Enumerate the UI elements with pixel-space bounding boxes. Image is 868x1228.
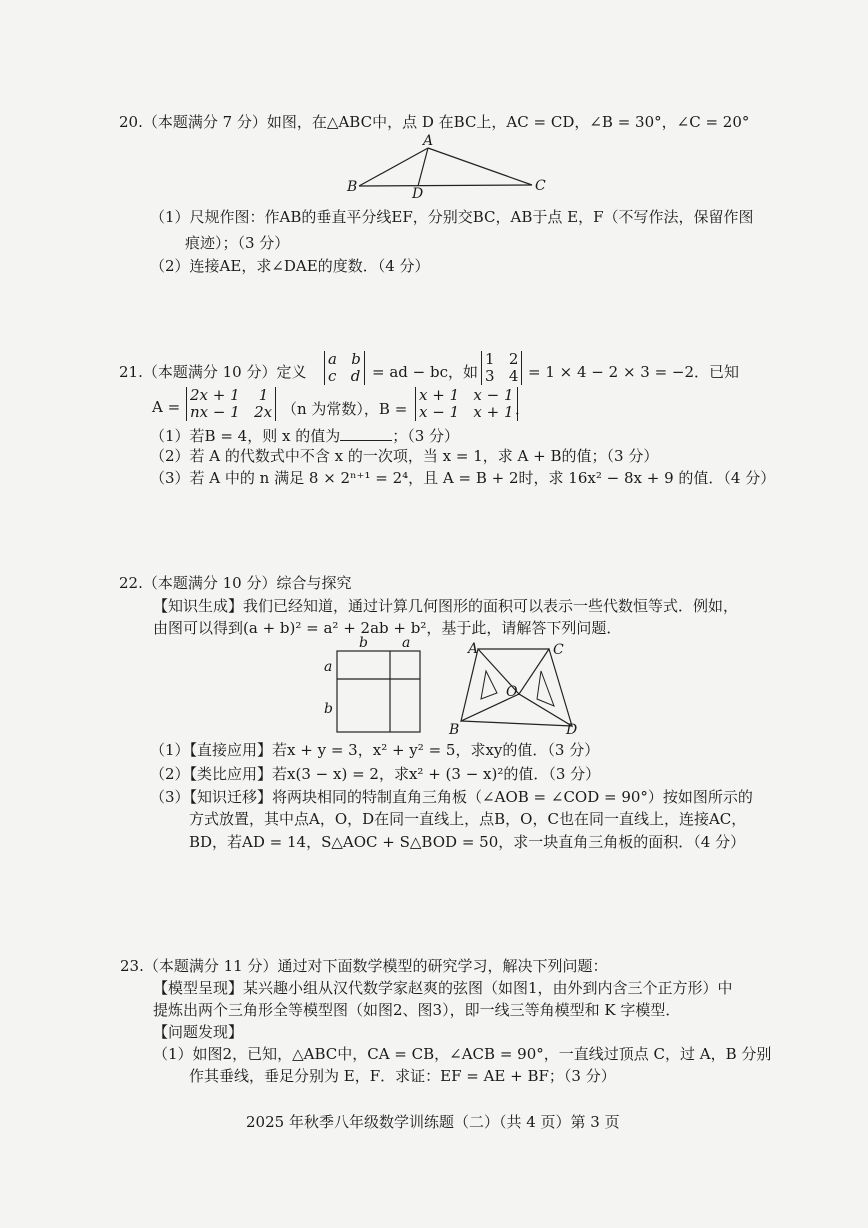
q22-square-figure (318, 634, 428, 738)
q20-heading: 20.（本题满分 7 分）如图，在△ABC中，点 D 在BC上，AC = CD，∠B = 30°，∠C = 20° (119, 113, 750, 131)
label-C: C (553, 642, 564, 658)
q21-matrix-A: 2x + 1 1 nx − 1 2x (186, 387, 276, 421)
q20-triangle-figure (340, 128, 560, 200)
q21-part1: （1）若B = 4，则 x 的值为 ；（3 分） (150, 427, 460, 445)
label-O: O (506, 684, 518, 700)
q22-part3-line3: BD，若AD = 14，S△AOC + S△BOD = 50，求一块直角三角板的面积．（4 分） (189, 833, 746, 851)
q21-matrix-B: x + 1 x − 1 x − 1 x + 1 (415, 387, 518, 421)
q23-part1-line2: 作其垂线，垂足分别为 E，F．求证：EF = AE + BF；（3 分） (189, 1067, 616, 1085)
q22-part3-line2: 方式放置，其中点A，O，D在同一直线上，点B，O，C也在同一直线上，连接AC， (189, 810, 747, 828)
q21-part2: （2）若 A 的代数式中不含 x 的一次项，当 x = 1，求 A + B的值；（3 分） (150, 447, 659, 465)
label-B: B (347, 179, 358, 195)
q21-heading-c: = 1 × 4 − 2 × 3 = −2．已知 (528, 363, 740, 381)
label-A: A (423, 133, 434, 149)
label-A: A (468, 641, 479, 657)
q23-problem-heading: 【问题发现】 (153, 1023, 244, 1041)
q21-matrix-def: a b c d (324, 351, 365, 385)
q23-model-line1: 【模型呈现】某兴趣小组从汉代数学家赵爽的弦图（如图1，由外到内含三个正方形）中 (153, 979, 733, 997)
label-a-top: a (402, 635, 411, 651)
q22-part1: （1）【直接应用】若x + y = 3，x² + y² = 5，求xy的值．（3 分） (150, 741, 600, 759)
q21-A-prefix: A = (152, 398, 181, 416)
q21-heading-a: 21.（本题满分 10 分）定义 (119, 363, 307, 381)
page-footer: 2025 年秋季八年级数学训练题（二）（共 4 页）第 3 页 (246, 1113, 620, 1131)
q20-part2: （2）连接AE，求∠DAE的度数．（4 分） (150, 257, 430, 275)
label-D: D (412, 186, 424, 200)
label-D: D (566, 722, 578, 738)
q21-part3: （3）若 A 中的 n 满足 8 × 2ⁿ⁺¹ = 2⁴，且 A = B + 2时，求 16x² − 8x + 9 的值．（4 分） (150, 469, 776, 487)
q23-model-line2: 提炼出两个三角形全等模型图（如图2、图3），即一线三等角模型和 K 字模型． (153, 1001, 681, 1019)
label-b-left: b (324, 701, 333, 717)
q20-part1-line1: （1）尺规作图：作AB的垂直平分线EF，分别交BC，AB于点 E，F（不写作法，保留作图 (150, 208, 754, 226)
q22-knowledge-line1: 【知识生成】我们已经知道，通过计算几何图形的面积可以表示一些代数恒等式．例如， (153, 597, 739, 615)
q23-part1-line1: （1）如图2，已知，△ABC中，CA = CB，∠ACB = 90°，一直线过顶点 C，过 A，B 分别 (153, 1045, 772, 1063)
label-B: B (449, 722, 460, 738)
q21-heading-b: = ad − bc，如 (372, 363, 478, 381)
q20-part1-line2: 痕迹）；（3 分） (185, 234, 290, 252)
q21-matrix-example: 1 2 3 4 (481, 351, 522, 385)
q22-heading: 22.（本题满分 10 分）综合与探究 (119, 574, 352, 592)
q21-B-suffix: ． (515, 400, 531, 418)
q22-part3-line1: （3）【知识迁移】将两块相同的特制直角三角板（∠AOB = ∠COD = 90°）按如图所示的 (150, 788, 753, 806)
answer-blank (340, 440, 392, 441)
label-a-left: a (324, 659, 333, 675)
label-b-top: b (359, 635, 368, 651)
label-C: C (535, 178, 546, 194)
q22-part2: （2）【类比应用】若x(3 − x) = 2，求x² + (3 − x)²的值．（3 分） (150, 765, 601, 783)
q22-triangles-figure (440, 636, 590, 740)
q22-knowledge-line2: 由图可以得到(a + b)² = a² + 2ab + b²，基于此，请解答下列问题． (153, 619, 622, 637)
q21-A-suffix: （n 为常数），B = (282, 400, 408, 418)
q23-heading: 23.（本题满分 11 分）通过对下面数学模型的研究学习，解决下列问题： (120, 957, 608, 975)
